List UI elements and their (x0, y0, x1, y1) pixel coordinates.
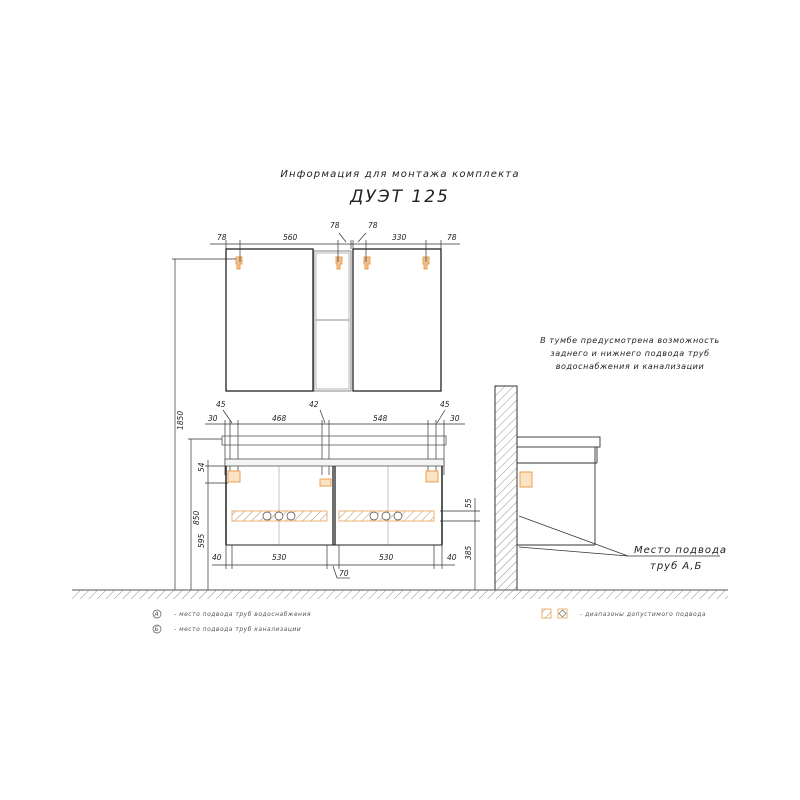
dim-cabinet-right-edge: 30 (450, 414, 460, 423)
legend-b-text: - место подвода труб канализации (174, 626, 302, 633)
dim-mount-height: 595 (197, 533, 206, 548)
note-line-2: заднего и нижнего подвода труб (550, 349, 710, 358)
pipe-height-dimensions (440, 498, 480, 590)
side-view-cabinet (517, 437, 600, 545)
legend-range-text: - диапазоны допустимого подвода (580, 611, 707, 618)
dim-pipe-band: 55 (464, 498, 473, 508)
dim-bottom-gap: 70 (339, 569, 349, 578)
dim-mirror-mid-right: 78 (368, 221, 378, 230)
mirror-cabinet (226, 249, 441, 391)
legend-range-hatch-icon (542, 609, 551, 618)
vanity-cabinet (222, 436, 446, 545)
wall-section (495, 386, 517, 590)
dim-bottom-right-edge: 40 (447, 553, 457, 562)
cabinet-bottom-dimension-line (212, 545, 455, 578)
legend (153, 609, 706, 633)
legend-a-text: - место подвода труб водоснабжения (174, 611, 311, 618)
dim-bottom-right-drawer: 530 (379, 553, 394, 562)
dim-total-height: 1850 (176, 410, 185, 430)
dim-counter-height: 850 (192, 510, 201, 525)
dim-mirror-left-width: 560 (283, 233, 298, 242)
title-line-2: ДУЭТ 125 (350, 187, 450, 207)
floor-hatch (72, 590, 728, 599)
dim-mirror-left-offset: 78 (217, 233, 227, 242)
callout-line-1: Место подвода (634, 545, 728, 556)
note-line-1: В тумбе предусмотрена возможность (540, 336, 720, 345)
dim-cabinet-mid-mount: 42 (309, 400, 319, 409)
dim-cabinet-left-width: 468 (272, 414, 287, 423)
dim-bottom-left-edge: 40 (212, 553, 222, 562)
dim-mirror-mid-left: 78 (330, 221, 340, 230)
legend-a-letter: А (154, 611, 160, 618)
title-line-1: Информация для монтажа комплекта (280, 169, 520, 180)
dim-cabinet-right-width: 548 (373, 414, 388, 423)
note-line-3: водоснабжения и канализации (555, 362, 705, 371)
side-wall-mount (520, 472, 532, 487)
dim-mirror-right-width: 330 (392, 233, 407, 242)
dim-bottom-left-drawer: 530 (272, 553, 287, 562)
dim-mount-offset: 54 (197, 462, 206, 472)
legend-b-letter: Б (154, 626, 160, 633)
dim-cabinet-left-edge: 30 (208, 414, 218, 423)
dim-pipe-height: 385 (464, 545, 473, 560)
dim-mirror-right-offset: 78 (447, 233, 457, 242)
dim-cabinet-right-mount: 45 (440, 400, 450, 409)
callout-line-2: труб А,Б (650, 561, 703, 572)
dim-cabinet-left-mount: 45 (216, 400, 226, 409)
mirror-hangers (236, 257, 429, 269)
